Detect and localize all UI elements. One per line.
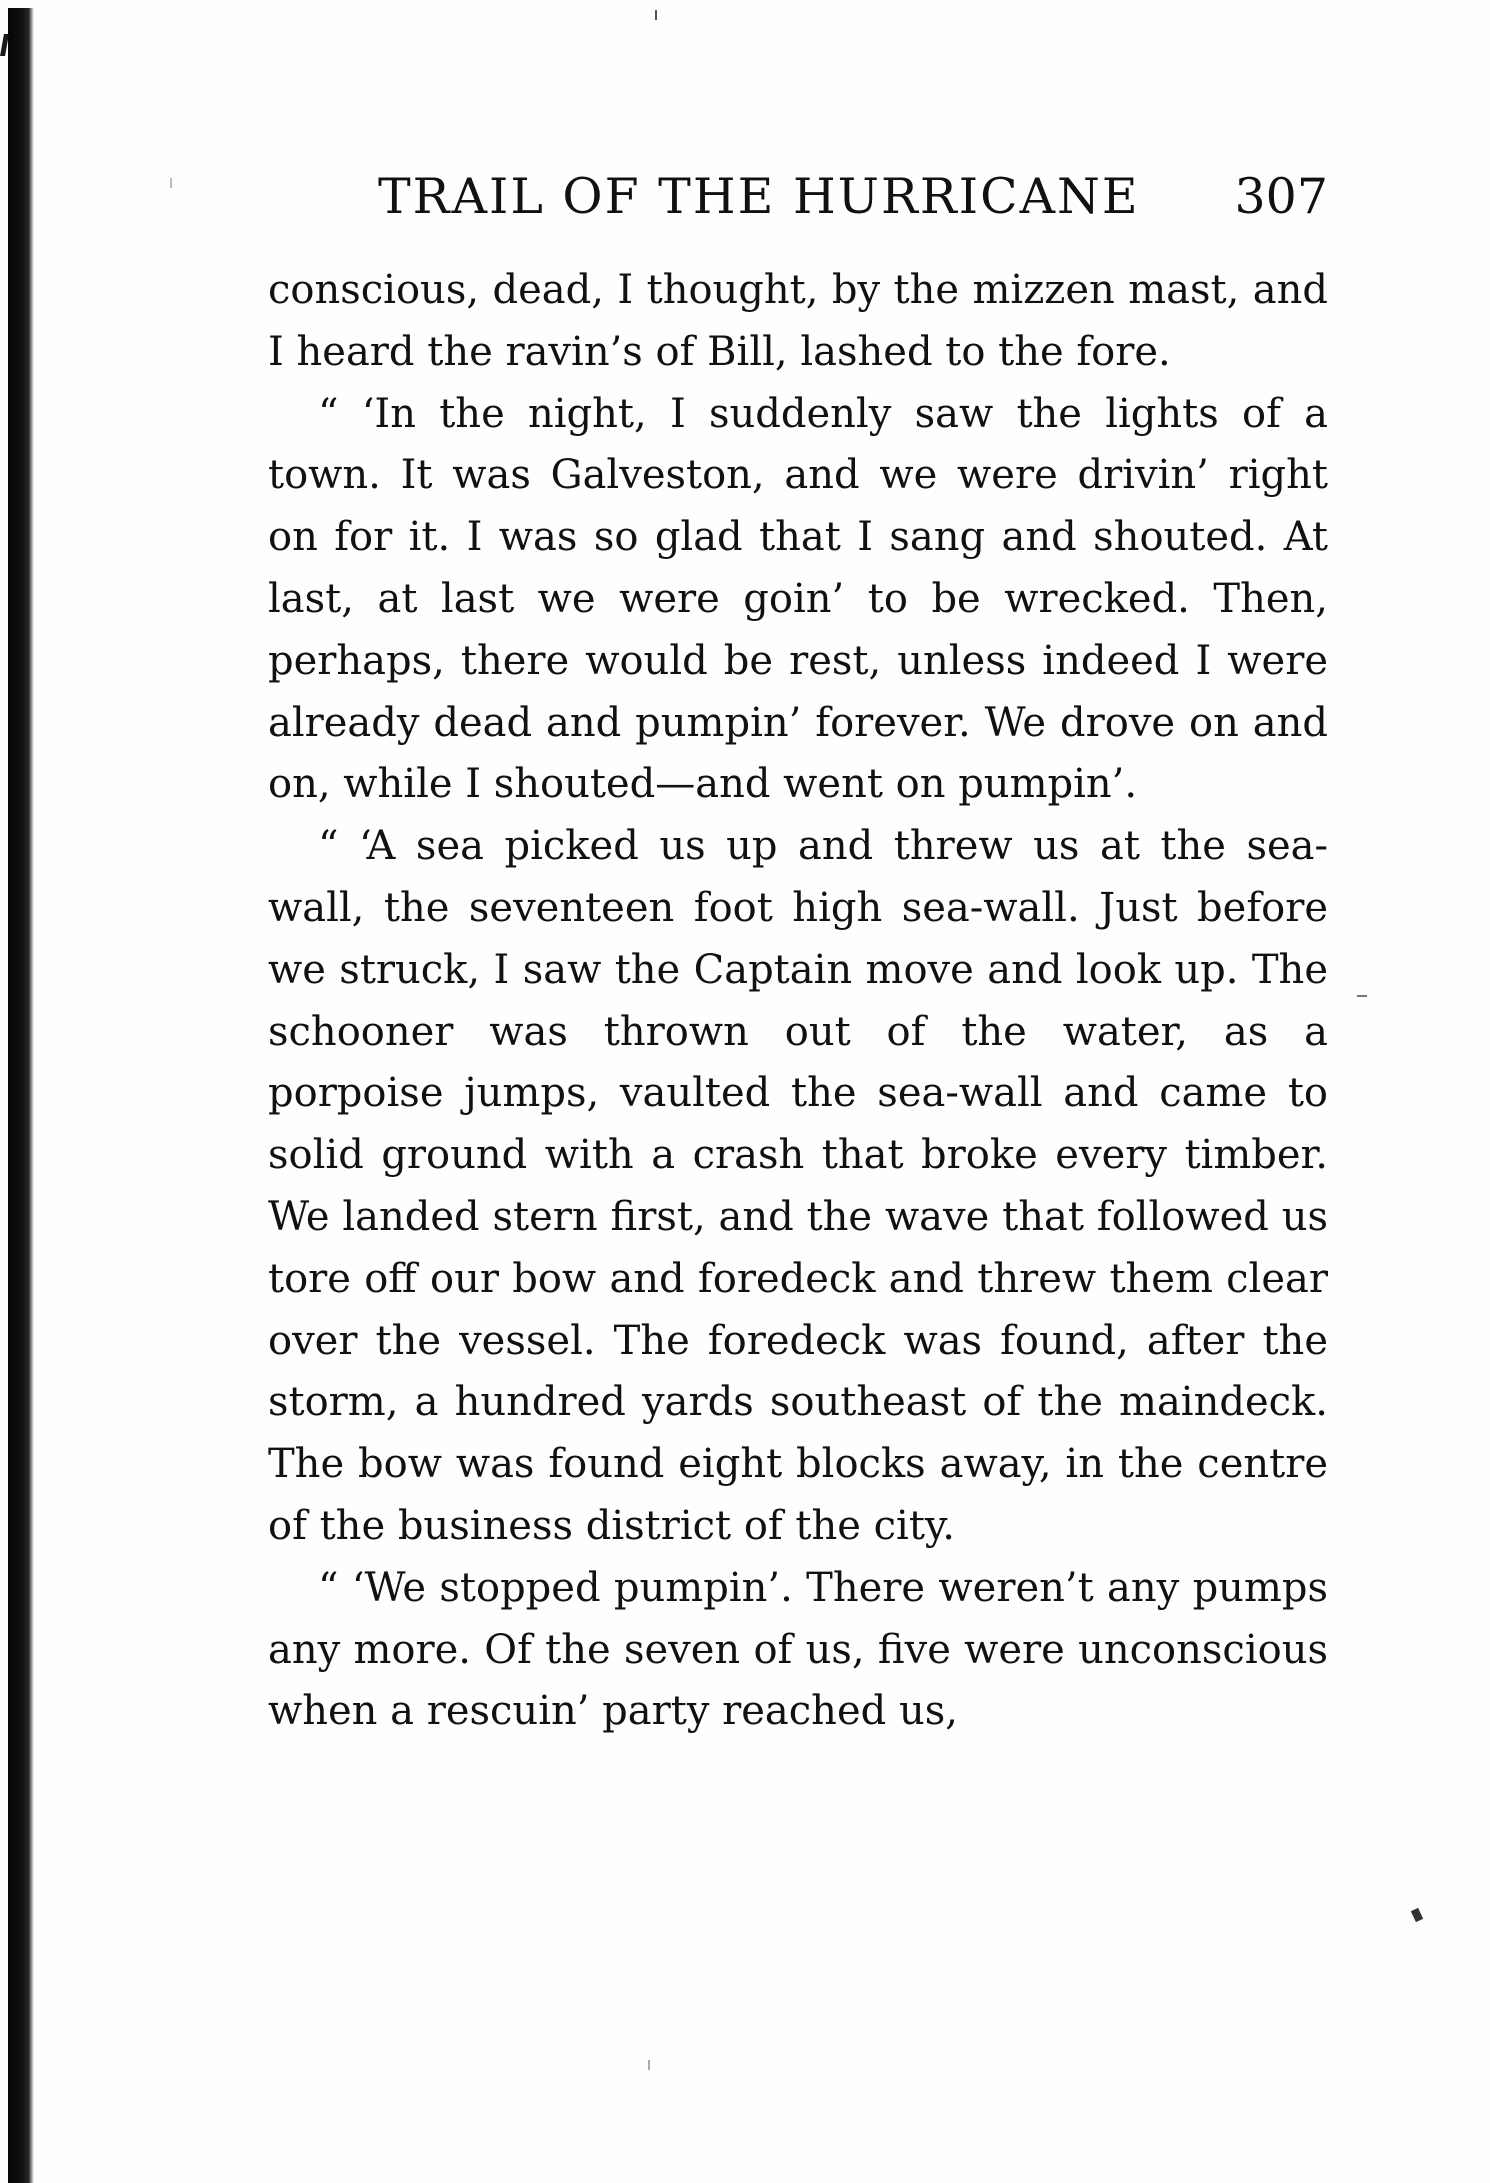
paragraph-3: “ ‘A sea picked us up and threw us at the sea-wall, the seventeen foot high sea-wall. Just before we struck, I saw the Captain move and look up. The schooner was thrown out of the water, as a porpoise jumps, vaulted the sea-wall and came to solid ground with a crash that broke every timber. We landed stern first, and the wave that followed us tore off our bow and foredeck and threw them clear over the vessel. The foredeck was found, after the storm, a hundred yards southeast of the maindeck. The bow was found eight blocks away, in the centre of the business district of the city. bbox=[268, 823, 1328, 1549]
page-binding-edge bbox=[8, 8, 34, 2183]
paragraph-2: “ ‘In the night, I suddenly saw the lights of a town. It was Galveston, and we were drivin’ right on for it. I was so glad that I sang and shouted. At last, at last we were goin’ to be wrecked. Then, perhaps, there would be rest, unless indeed I were already dead and pumpin’ forever. We drove on and on, while I shouted—and went on pumpin’. bbox=[268, 390, 1328, 808]
running-header bbox=[378, 168, 1328, 232]
scan-speck-left bbox=[170, 178, 172, 188]
scan-speck-bottom bbox=[648, 2060, 650, 2070]
paragraph-1: conscious, dead, I thought, by the mizzen mast, and I heard the ravin’s of Bill, lashed to the fore. bbox=[268, 267, 1328, 375]
page-number: 307 bbox=[1234, 168, 1328, 225]
running-title: TRAIL OF THE HURRICANE bbox=[378, 168, 1140, 225]
body-text bbox=[268, 260, 1328, 1743]
scan-speck-margin bbox=[1357, 995, 1367, 997]
ink-blot bbox=[1411, 1908, 1423, 1922]
paragraph-4: “ ‘We stopped pumpin’. There weren’t any pumps any more. Of the seven of us, five were unconscious when a rescuin’ party reached us, bbox=[268, 1564, 1328, 1735]
scan-speck-top bbox=[655, 10, 657, 20]
